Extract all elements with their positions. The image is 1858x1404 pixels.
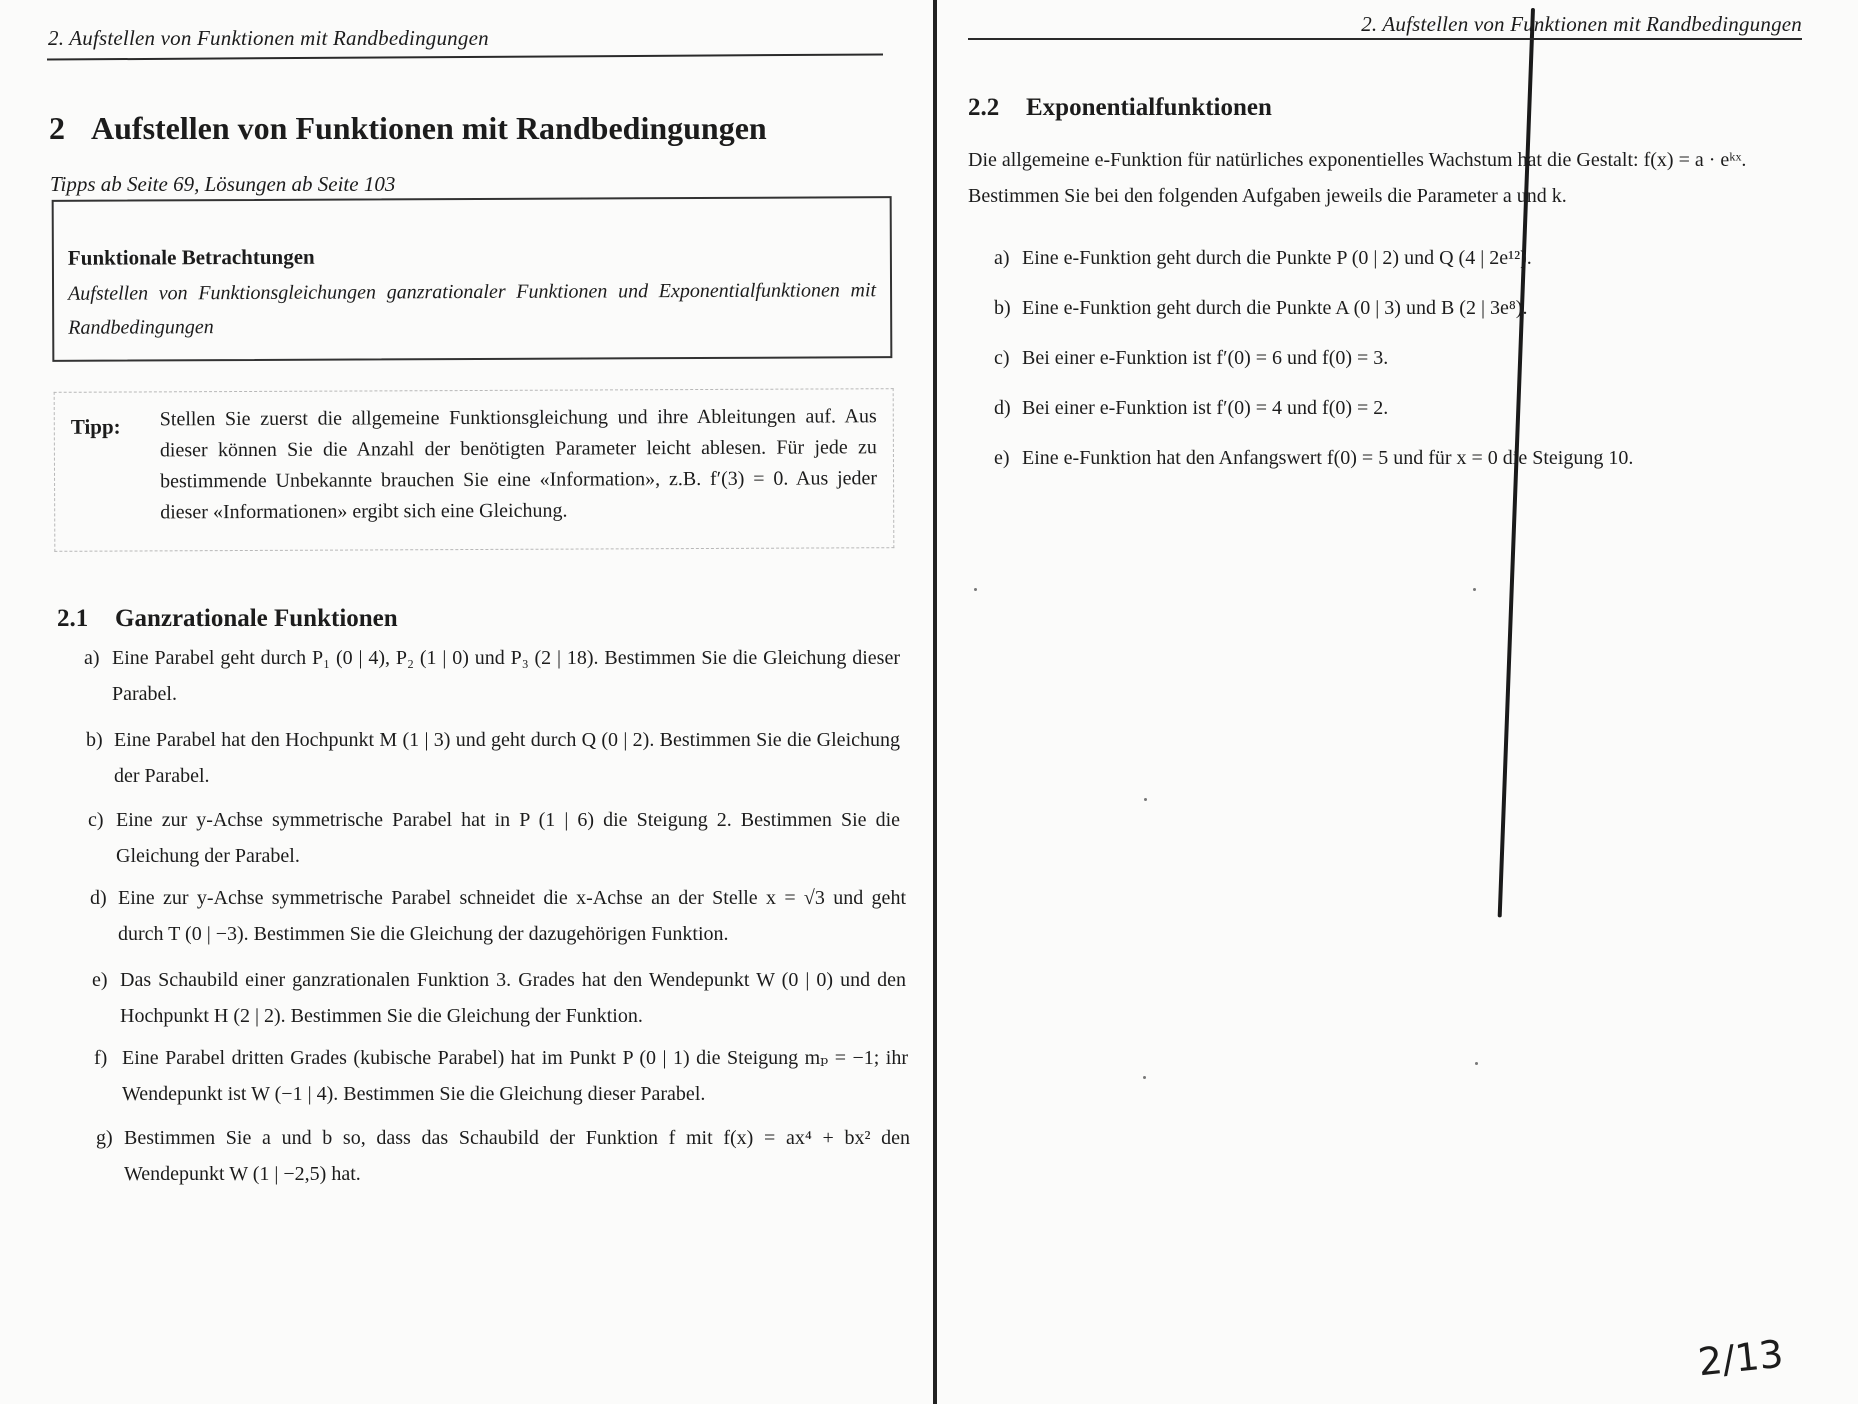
- task-text: Bei einer e-Funktion ist f′(0) = 6 und f(0) = 3.: [1022, 347, 1389, 369]
- chapter-title: [49, 110, 767, 147]
- task-text: Eine e-Funktion geht durch die Punkte P (0 | 2) und Q (4 | 2e¹²).: [1022, 247, 1532, 269]
- task-letter: b): [86, 729, 103, 751]
- scan-speck: [974, 588, 977, 591]
- task-letter: c): [994, 347, 1010, 369]
- tipps-reference: Tipps ab Seite 69, Lösungen ab Seite 103: [50, 172, 396, 196]
- exp-intro-line-1: Die allgemeine e-Funktion für natürliches exponentielles Wachstum hat die Gestalt: f(x) = a · eᵏˣ.: [968, 149, 1747, 171]
- task-letter: g): [96, 1127, 113, 1149]
- section-2-1-title-text: Ganzrationale Funktionen: [115, 605, 398, 632]
- page-gutter-line: [933, 0, 937, 1404]
- right-page: [938, 0, 1858, 1404]
- handwritten-page-mark: 2/13: [1695, 1331, 1786, 1385]
- section-2-1-title: [57, 605, 398, 633]
- task-item: [90, 880, 906, 952]
- task-item: [994, 440, 1814, 476]
- task-letter: c): [88, 809, 104, 831]
- task-text: Bestimmen Sie a und b so, dass das Schaubild der Funktion f mit f(x) = ax⁴ + bx² den Wendepunkt W (1 | −2,5) hat.: [124, 1127, 910, 1185]
- task-text: Eine Parabel geht durch P₁ (0 | 4), P₂ (1 | 0) und P₃ (2 | 18). Bestimmen Sie die Gleichung dieser Parabel.: [112, 647, 900, 705]
- task-text: Eine e-Funktion hat den Anfangswert f(0) = 5 und für x = 0 die Steigung 10.: [1022, 447, 1634, 469]
- topic-box-subtitle: Aufstellen von Funktionsgleichungen ganzrationaler Funktionen und Exponentialfunktionen mit Randbedingungen: [68, 279, 877, 339]
- task-text: Eine Parabel hat den Hochpunkt M (1 | 3) und geht durch Q (0 | 2). Bestimmen Sie die Gleichung der Parabel.: [114, 729, 900, 787]
- tip-box: [54, 388, 895, 552]
- task-item: [84, 640, 900, 712]
- topic-box: [52, 196, 893, 362]
- task-text: Das Schaubild einer ganzrationalen Funktion 3. Grades hat den Wendepunkt W (0 | 0) und den Hochpunkt H (2 | 2). Bestimmen Sie die Gleichung der Funktion.: [120, 969, 906, 1027]
- task-item: [94, 1040, 908, 1112]
- task-text: Bei einer e-Funktion ist f′(0) = 4 und f(0) = 2.: [1022, 397, 1389, 419]
- task-text: Eine zur y-Achse symmetrische Parabel schneidet die x-Achse an der Stelle x = √3 und geht durch T (0 | −3). Bestimmen Sie die Gleichung der dazugehörigen Funktion.: [118, 887, 906, 945]
- tip-text: Stellen Sie zuerst die allgemeine Funktionsgleichung und ihre Ableitungen auf. Aus dieser können Sie die Anzahl der benötigten Parameter leicht ablesen. Für jede zu bestimmende Unbekannte brauchen Sie eine «Information», z.B. f′(3) = 0. Aus jeder dieser «Informationen» ergibt sich eine Gleichung.: [159, 405, 878, 524]
- task-letter: f): [94, 1047, 108, 1069]
- section-2-1-number: 2.1: [57, 605, 89, 632]
- exp-intro: [968, 142, 1828, 214]
- task-item: [92, 962, 906, 1034]
- section-2-2-number: 2.2: [968, 94, 1000, 121]
- task-list-exponential: [994, 240, 1814, 476]
- task-text: Eine Parabel dritten Grades (kubische Parabel) hat im Punkt P (0 | 1) die Steigung mₚ = −1; ihr Wendepunkt ist W (−1 | 4). Bestimmen Sie die Gleichung dieser Parabel.: [122, 1047, 908, 1105]
- scan-speck: [1143, 1076, 1146, 1079]
- task-item: [994, 390, 1814, 426]
- chapter-number: 2: [49, 110, 65, 146]
- task-text: Eine zur y-Achse symmetrische Parabel hat in P (1 | 6) die Steigung 2. Bestimmen Sie die Gleichung der Parabel.: [116, 809, 900, 867]
- left-running-head: 2. Aufstellen von Funktionen mit Randbedingungen: [48, 26, 489, 50]
- task-letter: a): [84, 647, 100, 669]
- task-item: [994, 240, 1814, 276]
- task-letter: a): [994, 247, 1010, 269]
- right-header-rule: [968, 38, 1802, 40]
- topic-box-title: Funktionale Betrachtungen: [67, 244, 315, 270]
- chapter-title-text: Aufstellen von Funktionen mit Randbedingungen: [91, 110, 767, 146]
- task-letter: d): [994, 397, 1011, 419]
- left-header-rule: [47, 53, 883, 60]
- scan-speck: [1475, 1062, 1478, 1065]
- section-2-2-title: [968, 94, 1272, 122]
- task-item: [994, 290, 1814, 326]
- right-running-head: 2. Aufstellen von Funktionen mit Randbedingungen: [1361, 12, 1802, 36]
- task-letter: b): [994, 297, 1011, 319]
- task-item: [88, 802, 900, 874]
- tip-label: Tipp:: [70, 414, 121, 439]
- task-item: [86, 722, 900, 794]
- task-letter: e): [994, 447, 1010, 469]
- task-text: Eine e-Funktion geht durch die Punkte A (0 | 3) und B (2 | 3e⁸).: [1022, 297, 1528, 319]
- section-2-2-title-text: Exponentialfunktionen: [1026, 94, 1272, 121]
- task-item: [96, 1120, 910, 1192]
- scan-speck: [1144, 798, 1147, 801]
- exp-intro-line-2: Bestimmen Sie bei den folgenden Aufgaben jeweils die Parameter a und k.: [968, 185, 1567, 207]
- scan-speck: [1473, 588, 1476, 591]
- task-letter: e): [92, 969, 108, 991]
- task-letter: d): [90, 887, 107, 909]
- task-item: [994, 340, 1814, 376]
